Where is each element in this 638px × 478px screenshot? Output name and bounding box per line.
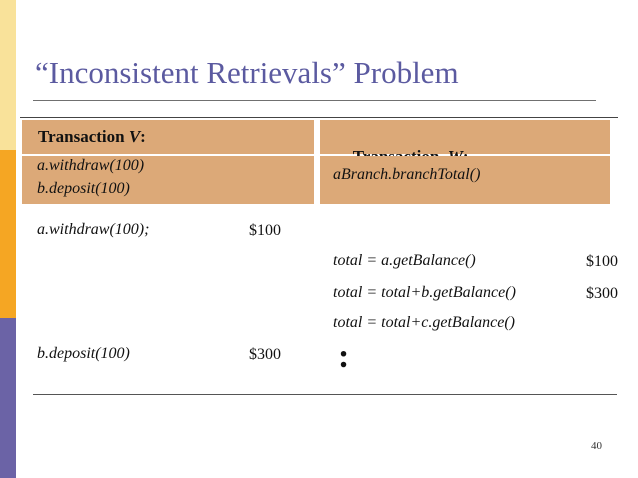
transaction-v-header-prefix: Transaction	[38, 127, 129, 146]
v-step-op: a.withdraw(100);	[37, 221, 150, 238]
transaction-w-header	[320, 120, 610, 154]
table-top-rule	[20, 117, 618, 118]
transaction-v-header-suffix: :	[140, 127, 146, 146]
transaction-w-operations	[320, 156, 610, 204]
w-step-value: $100	[586, 253, 618, 270]
transaction-v-op: b.deposit(100)	[37, 180, 130, 197]
accent-bar-orange	[0, 150, 16, 318]
transaction-w-op: aBranch.branchTotal()	[333, 166, 481, 183]
v-step-value: $300	[249, 346, 281, 363]
title-underline	[33, 100, 596, 101]
w-step-value: $300	[586, 285, 618, 302]
table-bottom-rule	[33, 394, 617, 395]
w-step-op: total = total+b.getBalance()	[333, 284, 516, 301]
accent-bar-purple	[0, 318, 16, 478]
w-step-op: total = total+c.getBalance()	[333, 314, 515, 331]
transaction-v-operations	[22, 156, 314, 204]
v-step-value: $100	[249, 222, 281, 239]
transaction-v-header	[22, 120, 314, 154]
page-number: 40	[591, 440, 602, 452]
w-step-op: total = a.getBalance()	[333, 252, 476, 269]
slide-title: “Inconsistent Retrievals” Problem	[35, 55, 459, 90]
accent-bar-yellow	[0, 0, 16, 150]
transaction-v-op: a.withdraw(100)	[37, 157, 145, 174]
continuation-ellipsis: :	[338, 338, 350, 375]
transaction-v-header-name: V	[128, 127, 141, 146]
v-step-op: b.deposit(100)	[37, 345, 130, 362]
